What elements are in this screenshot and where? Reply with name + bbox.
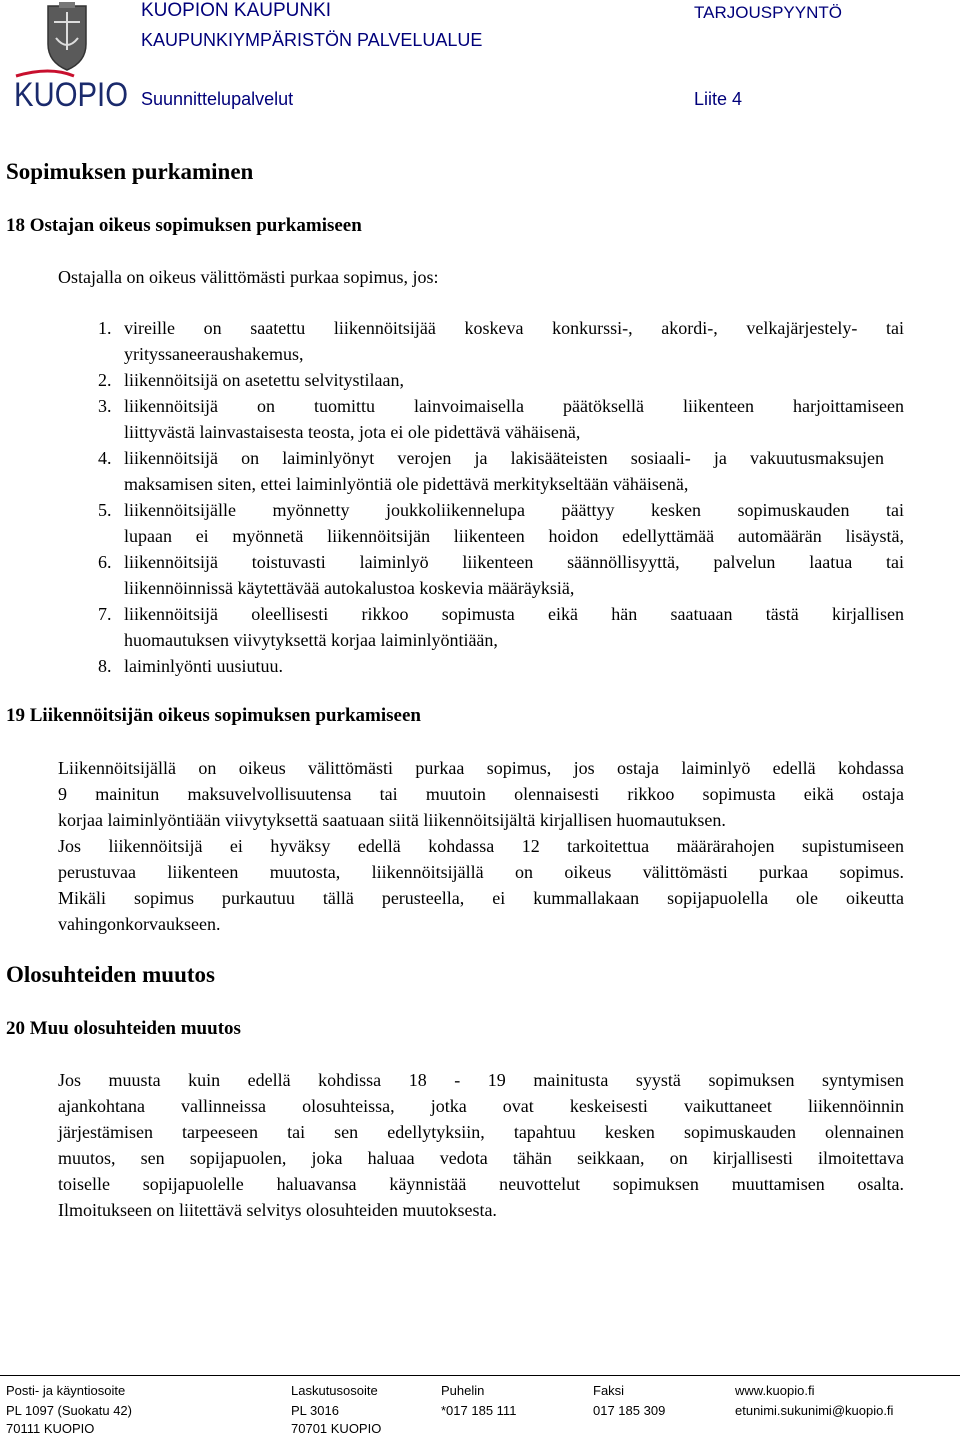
footer-billing-city: 70701 KUOPIO bbox=[291, 1421, 382, 1436]
kuopio-logo bbox=[10, 0, 132, 120]
footer-website-link[interactable]: www.kuopio.fi bbox=[735, 1383, 815, 1398]
footer-email-link[interactable]: etunimi.sukunimi@kuopio.fi bbox=[735, 1403, 894, 1418]
paragraph-line: Jos liikennöitsijä ei hyväksy edellä kohdassa 12 tarkoitettua määrärahojen supistumiseen bbox=[58, 836, 904, 856]
list-item-text: liikennöitsijä on laiminlyönyt verojen ja lakisääteisten sosiaali- ja vakuutusmaksujen bbox=[124, 448, 884, 468]
list-item-text: liikennöitsijä on tuomittu lainvoimaisella päätöksellä liikenteen harjoittamiseen bbox=[124, 396, 904, 416]
list-item-number: 2. bbox=[98, 370, 112, 390]
paragraph-line: muutos, sen sopijapuolen, joka haluaa vedota tähän seikkaan, on kirjallisesti ilmoitettava bbox=[58, 1148, 904, 1168]
logo-wordmark: KUOPIO bbox=[14, 76, 128, 114]
footer-address-line: PL 1097 (Suokatu 42) bbox=[6, 1403, 132, 1418]
list-item-text: liikennöitsijälle myönnetty joukkoliikennelupa päättyy kesken sopimuskauden tai bbox=[124, 500, 904, 520]
list-item-number: 6. bbox=[98, 552, 112, 572]
list-item-number: 7. bbox=[98, 604, 112, 624]
footer-divider bbox=[0, 1375, 960, 1376]
section-title-sopimuksen-purkaminen: Sopimuksen purkaminen bbox=[6, 159, 254, 184]
section-title-olosuhteiden-muutos: Olosuhteiden muutos bbox=[6, 962, 215, 987]
list-item-text: laiminlyönti uusiutuu. bbox=[124, 656, 284, 676]
paragraph-line: ajankohtana vallinneissa olosuhteissa, jotka ovat keskeisesti vaikuttaneet liikennöinnin bbox=[58, 1096, 904, 1116]
paragraph-line: järjestämisen tarpeeseen tai sen edellytyksiin, tapahtuu kesken sopimuskauden olennainen bbox=[58, 1122, 904, 1142]
footer-phone-label: Puhelin bbox=[441, 1383, 485, 1398]
footer-billing-line: PL 3016 bbox=[291, 1403, 339, 1418]
paragraph-line: Jos muusta kuin edellä kohdissa 18 - 19 mainitusta syystä sopimuksen syntymisen bbox=[58, 1070, 904, 1090]
header-org: KUOPION KAUPUNKI bbox=[141, 0, 332, 21]
footer-phone-number: *017 185 111 bbox=[441, 1403, 517, 1418]
list-item-text: lupaan ei myönnetä liikennöitsijän liikenteen hoidon edellyttämää automäärän lisäystä, bbox=[124, 526, 904, 546]
footer-fax-label: Faksi bbox=[593, 1383, 625, 1398]
footer-billing-label: Laskutusosoite bbox=[291, 1383, 378, 1398]
list-item-text: liikennöitsijä toistuvasti laiminlyö liikenteen säännöllisyyttä, palvelun laatua tai bbox=[124, 552, 904, 572]
header-department: KAUPUNKIYMPÄRISTÖN PALVELUALUE bbox=[141, 30, 483, 50]
list-item-text: liikennöinnissä käytettävää autokalustoa koskevia määräyksiä, bbox=[124, 578, 575, 598]
subsection-title-20: 20 Muu olosuhteiden muutos bbox=[6, 1018, 241, 1039]
list-item-text: liittyvästä lainvastaisesta teosta, jota ei ole pidettävä vähäisenä, bbox=[124, 422, 581, 442]
footer-fax-number: 017 185 309 bbox=[593, 1403, 666, 1418]
paragraph-line: 9 mainitun maksuvelvollisuutensa tai muutoin olennaisesti rikkoo sopimusta eikä ostaja bbox=[58, 784, 904, 804]
header-attachment: Liite 4 bbox=[694, 89, 743, 109]
list-item-number: 1. bbox=[98, 318, 112, 338]
list-item-number: 5. bbox=[98, 500, 112, 520]
list-item-text: liikennöitsijä oleellisesti rikkoo sopimusta eikä hän saatuaan tästä kirjallisen bbox=[124, 604, 904, 624]
paragraph-line: korjaa laiminlyöntiään viivytyksettä saatuaan siitä liikennöitsijältä kirjallisen huomautuksen. bbox=[58, 810, 726, 830]
list-item-number: 4. bbox=[98, 448, 112, 468]
footer-address-label: Posti- ja käyntiosoite bbox=[6, 1383, 126, 1398]
paragraph-line: Ilmoitukseen on liitettävä selvitys olosuhteiden muutoksesta. bbox=[58, 1200, 497, 1220]
subsection-title-19: 19 Liikennöitsijän oikeus sopimuksen purkamiseen bbox=[6, 705, 421, 726]
header-doc-type: TARJOUSPYYNTÖ bbox=[694, 3, 842, 22]
list-item-text: maksamisen siten, ettei laiminlyöntiä ole pidettävä merkitykseltään vähäisenä, bbox=[124, 474, 689, 494]
list-item-text: huomautuksen viivytyksettä korjaa laiminlyöntiään, bbox=[124, 630, 498, 650]
header-unit: Suunnittelupalvelut bbox=[141, 89, 294, 109]
subsection-18-intro: Ostajalla on oikeus välittömästi purkaa sopimus, jos: bbox=[58, 267, 439, 287]
footer-address-city: 70111 KUOPIO bbox=[6, 1421, 95, 1436]
coat-of-arms-icon bbox=[48, 2, 86, 70]
list-item-number: 8. bbox=[98, 656, 112, 676]
paragraph-line: Liikennöitsijällä on oikeus välittömästi purkaa sopimus, jos ostaja laiminlyö edellä kohdassa bbox=[58, 758, 904, 778]
list-item-text: vireille on saatettu liikennöitsijää koskeva konkurssi-, akordi-, velkajärjestely- tai bbox=[124, 318, 904, 338]
list-item-number: 3. bbox=[98, 396, 112, 416]
list-item-text: liikennöitsijä on asetettu selvitystilaan, bbox=[124, 370, 404, 390]
list-item-text: yrityssaneeraushakemus, bbox=[124, 344, 304, 364]
paragraph-line: Mikäli sopimus purkautuu tällä perusteella, ei kummallakaan sopijapuolella ole oikeutta bbox=[58, 888, 904, 908]
paragraph-line: perustuvaa liikenteen muutosta, liikennöitsijällä on oikeus välittömästi purkaa sopimus. bbox=[58, 862, 904, 882]
paragraph-line: vahingonkorvaukseen. bbox=[58, 914, 221, 934]
subsection-title-18: 18 Ostajan oikeus sopimuksen purkamiseen bbox=[6, 215, 362, 236]
paragraph-line: toiselle sopijapuolelle haluavansa käynnistää neuvottelut sopimuksen muuttamisen osalta. bbox=[58, 1174, 904, 1194]
